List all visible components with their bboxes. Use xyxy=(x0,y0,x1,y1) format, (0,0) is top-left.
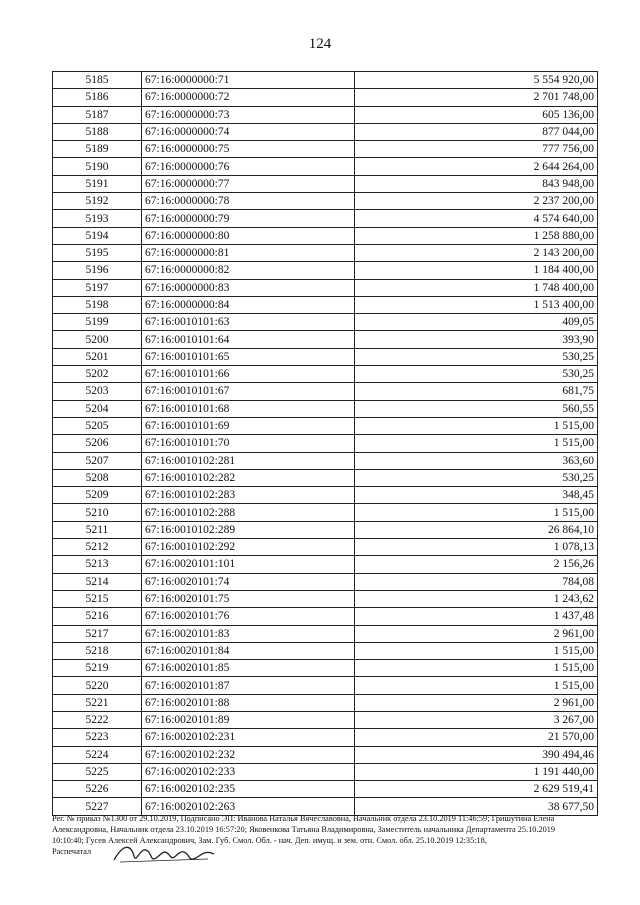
cadastral-value: 348,45 xyxy=(355,487,598,504)
row-number: 5201 xyxy=(53,348,142,365)
row-number: 5223 xyxy=(53,729,142,746)
row-number: 5200 xyxy=(53,331,142,348)
cadastral-value: 3 267,00 xyxy=(355,711,598,728)
cadastral-value: 530,25 xyxy=(355,366,598,383)
cadastral-value: 390 494,46 xyxy=(355,746,598,763)
row-number: 5224 xyxy=(53,746,142,763)
handwritten-signature xyxy=(110,838,220,868)
cadastral-number: 67:16:0000000:79 xyxy=(142,210,355,227)
row-number: 5190 xyxy=(53,158,142,175)
row-number: 5188 xyxy=(53,123,142,140)
row-number: 5191 xyxy=(53,175,142,192)
table-row xyxy=(53,193,598,210)
cadastral-number: 67:16:0000000:71 xyxy=(142,72,355,89)
cadastral-number: 67:16:0020101:74 xyxy=(142,573,355,590)
cadastral-number: 67:16:0000000:80 xyxy=(142,227,355,244)
cadastral-number: 67:16:0010101:68 xyxy=(142,400,355,417)
row-number: 5217 xyxy=(53,625,142,642)
table-row xyxy=(53,400,598,417)
table-row xyxy=(53,141,598,158)
cadastral-number: 67:16:0000000:73 xyxy=(142,106,355,123)
cadastral-number: 67:16:0000000:83 xyxy=(142,279,355,296)
cadastral-number: 67:16:0020101:83 xyxy=(142,625,355,642)
table-row xyxy=(53,469,598,486)
registry-table-body xyxy=(53,72,598,816)
table-row xyxy=(53,642,598,659)
footer-line-3: 10:10:40; Гусев Алексей Александрович, Зам. Губ. Смол. Обл. - нач. Деп. имущ. и зем. отн. Смол. обл. 25.10.2019 12:35:18, xyxy=(52,836,487,845)
table-row xyxy=(53,331,598,348)
cadastral-number: 67:16:0010101:66 xyxy=(142,366,355,383)
cadastral-value: 1 513 400,00 xyxy=(355,296,598,313)
cadastral-number: 67:16:0010102:282 xyxy=(142,469,355,486)
cadastral-number: 67:16:0010102:292 xyxy=(142,539,355,556)
table-row xyxy=(53,158,598,175)
row-number: 5218 xyxy=(53,642,142,659)
cadastral-number: 67:16:0020101:87 xyxy=(142,677,355,694)
table-row xyxy=(53,677,598,694)
cadastral-value: 2 701 748,00 xyxy=(355,89,598,106)
cadastral-value: 5 554 920,00 xyxy=(355,72,598,89)
row-number: 5202 xyxy=(53,366,142,383)
cadastral-value: 1 243,62 xyxy=(355,590,598,607)
row-number: 5203 xyxy=(53,383,142,400)
row-number: 5210 xyxy=(53,504,142,521)
row-number: 5206 xyxy=(53,435,142,452)
table-row xyxy=(53,746,598,763)
cadastral-number: 67:16:0020101:84 xyxy=(142,642,355,659)
row-number: 5209 xyxy=(53,487,142,504)
row-number: 5189 xyxy=(53,141,142,158)
cadastral-value: 1 184 400,00 xyxy=(355,262,598,279)
cadastral-number: 67:16:0020102:263 xyxy=(142,798,355,815)
cadastral-value: 2 156,26 xyxy=(355,556,598,573)
row-number: 5186 xyxy=(53,89,142,106)
cadastral-value: 2 961,00 xyxy=(355,694,598,711)
cadastral-value: 1 437,48 xyxy=(355,608,598,625)
row-number: 5212 xyxy=(53,539,142,556)
table-row xyxy=(53,296,598,313)
cadastral-value: 530,25 xyxy=(355,348,598,365)
row-number: 5199 xyxy=(53,314,142,331)
cadastral-value: 38 677,50 xyxy=(355,798,598,815)
row-number: 5215 xyxy=(53,590,142,607)
row-number: 5220 xyxy=(53,677,142,694)
cadastral-value: 1 515,00 xyxy=(355,417,598,434)
row-number: 5216 xyxy=(53,608,142,625)
cadastral-value: 560,55 xyxy=(355,400,598,417)
page-number: 124 xyxy=(308,36,332,52)
cadastral-value: 2 237 200,00 xyxy=(355,193,598,210)
cadastral-value: 681,75 xyxy=(355,383,598,400)
cadastral-number: 67:16:0000000:77 xyxy=(142,175,355,192)
table-row xyxy=(53,504,598,521)
table-row xyxy=(53,539,598,556)
cadastral-value: 2 629 519,41 xyxy=(355,781,598,798)
cadastral-number: 67:16:0000000:76 xyxy=(142,158,355,175)
cadastral-value: 1 515,00 xyxy=(355,504,598,521)
cadastral-number: 67:16:0000000:84 xyxy=(142,296,355,313)
table-row xyxy=(53,106,598,123)
cadastral-value: 26 864,10 xyxy=(355,521,598,538)
cadastral-number: 67:16:0020101:101 xyxy=(142,556,355,573)
row-number: 5185 xyxy=(53,72,142,89)
cadastral-value: 4 574 640,00 xyxy=(355,210,598,227)
cadastral-number: 67:16:0010101:63 xyxy=(142,314,355,331)
cadastral-value: 1 515,00 xyxy=(355,677,598,694)
table-row xyxy=(53,417,598,434)
cadastral-number: 67:16:0000000:78 xyxy=(142,193,355,210)
table-row xyxy=(53,227,598,244)
cadastral-number: 67:16:0020102:235 xyxy=(142,781,355,798)
table-row xyxy=(53,573,598,590)
cadastral-value: 877 044,00 xyxy=(355,123,598,140)
row-number: 5221 xyxy=(53,694,142,711)
row-number: 5193 xyxy=(53,210,142,227)
table-row xyxy=(53,210,598,227)
table-row xyxy=(53,763,598,780)
cadastral-number: 67:16:0020101:88 xyxy=(142,694,355,711)
cadastral-value: 605 136,00 xyxy=(355,106,598,123)
table-row xyxy=(53,660,598,677)
table-row xyxy=(53,366,598,383)
cadastral-value: 1 515,00 xyxy=(355,435,598,452)
table-row xyxy=(53,89,598,106)
cadastral-number: 67:16:0010101:67 xyxy=(142,383,355,400)
table-row xyxy=(53,279,598,296)
cadastral-value: 1 258 880,00 xyxy=(355,227,598,244)
cadastral-number: 67:16:0000000:72 xyxy=(142,89,355,106)
cadastral-number: 67:16:0010102:281 xyxy=(142,452,355,469)
footer-line-2: Александровна, Начальник отдела 23.10.2019 16:57:20; Яковенкова Татьяна Владимировна, Заместитель начальника Департамента 25.10.2019 xyxy=(52,825,556,834)
cadastral-value: 363,60 xyxy=(355,452,598,469)
row-number: 5225 xyxy=(53,763,142,780)
row-number: 5222 xyxy=(53,711,142,728)
row-number: 5204 xyxy=(53,400,142,417)
table-row xyxy=(53,625,598,642)
cadastral-number: 67:16:0010102:283 xyxy=(142,487,355,504)
cadastral-value: 409,05 xyxy=(355,314,598,331)
row-number: 5194 xyxy=(53,227,142,244)
footer-line-1: Рег. № приказ №1300 от 29.10.2019, Подписано ЭП: Иванова Наталья Вячеславовна, Начальник отдела 23.10.2019 11:46:59; Гришутина Елена xyxy=(52,814,555,823)
table-row xyxy=(53,348,598,365)
cadastral-number: 67:16:0020102:233 xyxy=(142,763,355,780)
table-row xyxy=(53,694,598,711)
cadastral-number: 67:16:0010101:64 xyxy=(142,331,355,348)
row-number: 5192 xyxy=(53,193,142,210)
cadastral-value: 1 515,00 xyxy=(355,660,598,677)
row-number: 5213 xyxy=(53,556,142,573)
table-row xyxy=(53,123,598,140)
cadastral-value: 1 191 440,00 xyxy=(355,763,598,780)
registry-table xyxy=(52,71,598,816)
cadastral-value: 530,25 xyxy=(355,469,598,486)
cadastral-value: 784,08 xyxy=(355,573,598,590)
cadastral-value: 2 644 264,00 xyxy=(355,158,598,175)
cadastral-value: 393,90 xyxy=(355,331,598,348)
cadastral-number: 67:16:0020102:232 xyxy=(142,746,355,763)
cadastral-number: 67:16:0020101:76 xyxy=(142,608,355,625)
table-row xyxy=(53,781,598,798)
table-row xyxy=(53,521,598,538)
cadastral-value: 2 143 200,00 xyxy=(355,244,598,261)
row-number: 5211 xyxy=(53,521,142,538)
row-number: 5187 xyxy=(53,106,142,123)
cadastral-value: 1 515,00 xyxy=(355,642,598,659)
table-row xyxy=(53,711,598,728)
cadastral-number: 67:16:0010101:69 xyxy=(142,417,355,434)
cadastral-value: 777 756,00 xyxy=(355,141,598,158)
table-row xyxy=(53,244,598,261)
cadastral-number: 67:16:0020102:231 xyxy=(142,729,355,746)
row-number: 5214 xyxy=(53,573,142,590)
row-number: 5205 xyxy=(53,417,142,434)
cadastral-number: 67:16:0000000:74 xyxy=(142,123,355,140)
cadastral-number: 67:16:0010101:70 xyxy=(142,435,355,452)
cadastral-number: 67:16:0000000:75 xyxy=(142,141,355,158)
row-number: 5196 xyxy=(53,262,142,279)
table-row xyxy=(53,487,598,504)
cadastral-value: 1 748 400,00 xyxy=(355,279,598,296)
cadastral-value: 2 961,00 xyxy=(355,625,598,642)
row-number: 5219 xyxy=(53,660,142,677)
table-row xyxy=(53,175,598,192)
cadastral-value: 1 078,13 xyxy=(355,539,598,556)
table-row xyxy=(53,383,598,400)
footer-line-4: Распечатал xyxy=(52,847,92,856)
table-row xyxy=(53,435,598,452)
row-number: 5197 xyxy=(53,279,142,296)
cadastral-number: 67:16:0000000:82 xyxy=(142,262,355,279)
table-row xyxy=(53,72,598,89)
row-number: 5207 xyxy=(53,452,142,469)
row-number: 5208 xyxy=(53,469,142,486)
table-row xyxy=(53,590,598,607)
row-number: 5226 xyxy=(53,781,142,798)
cadastral-number: 67:16:0010102:288 xyxy=(142,504,355,521)
table-row xyxy=(53,314,598,331)
table-row xyxy=(53,608,598,625)
cadastral-value: 21 570,00 xyxy=(355,729,598,746)
table-row xyxy=(53,729,598,746)
table-row xyxy=(53,452,598,469)
row-number: 5195 xyxy=(53,244,142,261)
cadastral-number: 67:16:0020101:75 xyxy=(142,590,355,607)
row-number: 5227 xyxy=(53,798,142,815)
cadastral-number: 67:16:0010102:289 xyxy=(142,521,355,538)
cadastral-number: 67:16:0000000:81 xyxy=(142,244,355,261)
table-row xyxy=(53,556,598,573)
cadastral-number: 67:16:0020101:89 xyxy=(142,711,355,728)
cadastral-number: 67:16:0010101:65 xyxy=(142,348,355,365)
row-number: 5198 xyxy=(53,296,142,313)
table-row xyxy=(53,262,598,279)
cadastral-value: 843 948,00 xyxy=(355,175,598,192)
cadastral-number: 67:16:0020101:85 xyxy=(142,660,355,677)
